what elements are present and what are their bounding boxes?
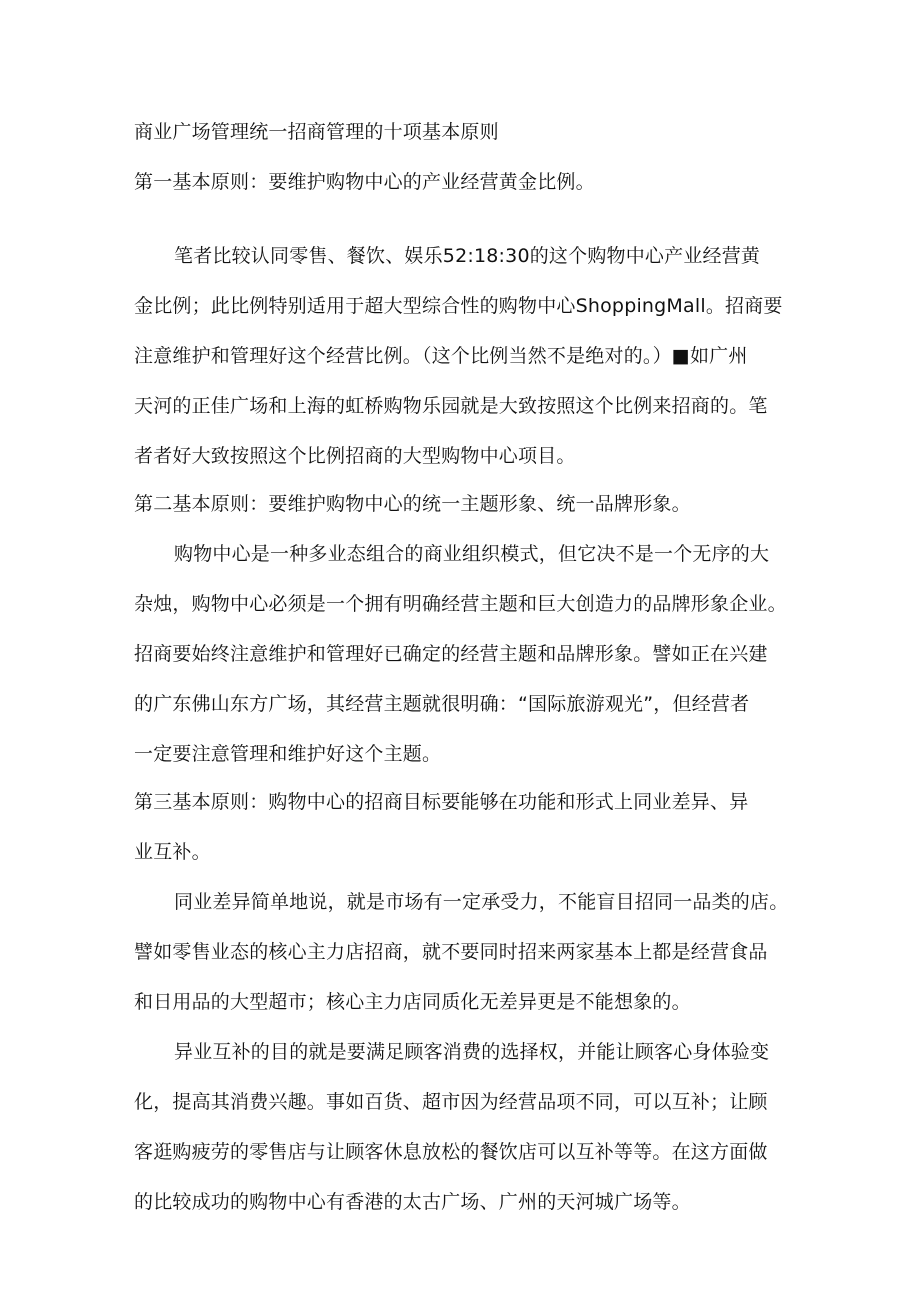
principle-3-heading-line: 第三基本原则：购物中心的招商目标要能够在功能和形式上同业差异、异 — [134, 791, 749, 813]
principle-3-paragraph-1-line: 譬如零售业态的核心主力店招商，就不要同时招来两家基本上都是经营食品 — [134, 941, 768, 963]
principle-3-paragraph-1-line: 和日用品的大型超市；核心主力店同质化无差异更是不能想象的。 — [134, 991, 691, 1013]
principle-2-paragraph-line: 杂烛，购物中心必须是一个拥有明确经营主题和巨大创造力的品牌形象企业。 — [134, 593, 787, 615]
principle-2-heading: 第二基本原则：要维护购物中心的统一主题形象、统一品牌形象。 — [134, 493, 691, 515]
principle-3-paragraph-2-line: 化，提高其消费兴趣。事如百货、超市因为经营品项不同，可以互补；让顾 — [134, 1091, 768, 1113]
principle-2-paragraph-line: 购物中心是一种多业态组合的商业组织模式，但它决不是一个无序的大 — [174, 543, 770, 565]
principle-3-paragraph-1-line: 同业差异简单地说，就是市场有一定承受力，不能盲目招同一品类的店。 — [174, 891, 789, 913]
principle-1-paragraph-line: 金比例；此比例特别适用于超大型综合性的购物中心ShoppingMall。招商要 — [134, 295, 783, 317]
principle-3-paragraph-2-line: 的比较成功的购物中心有香港的太古广场、广州的天河城广场等。 — [134, 1191, 691, 1213]
principle-1-heading: 第一基本原则：要维护购物中心的产业经营黄金比例。 — [134, 171, 595, 193]
document-title: 商业广场管理统一招商管理的十项基本原则 — [134, 121, 499, 143]
principle-3-paragraph-2-line: 客逛购疲劳的零售店与让顾客休息放松的餐饮店可以互补等等。在这方面做 — [134, 1141, 768, 1163]
principle-1-paragraph-line: 注意维护和管理好这个经营比例。（这个比例当然不是绝对的。）■如广州 — [134, 345, 748, 367]
principle-3-paragraph-2-line: 异业互补的目的就是要满足顾客消费的选择权，并能让顾客心身体验变 — [174, 1041, 770, 1063]
principle-3-heading-line: 业互补。 — [134, 841, 211, 863]
principle-1-paragraph-line: 者者好大致按照这个比例招商的大型购物中心项目。 — [134, 445, 576, 467]
principle-2-paragraph-line: 的广东佛山东方广场，其经营主题就很明确：“国际旅游观光”，但经营者 — [134, 693, 750, 715]
principle-2-paragraph-line: 招商要始终注意维护和管理好已确定的经营主题和品牌形象。譬如正在兴建 — [134, 643, 768, 665]
principle-2-paragraph-line: 一定要注意管理和维护好这个主题。 — [134, 743, 442, 765]
principle-1-paragraph-line: 天河的正佳广场和上海的虹桥购物乐园就是大致按照这个比例来招商的。笔 — [134, 395, 768, 417]
principle-1-paragraph-line: 笔者比较认同零售、餐饮、娱乐52:18:30的这个购物中心产业经营黄 — [174, 245, 761, 267]
